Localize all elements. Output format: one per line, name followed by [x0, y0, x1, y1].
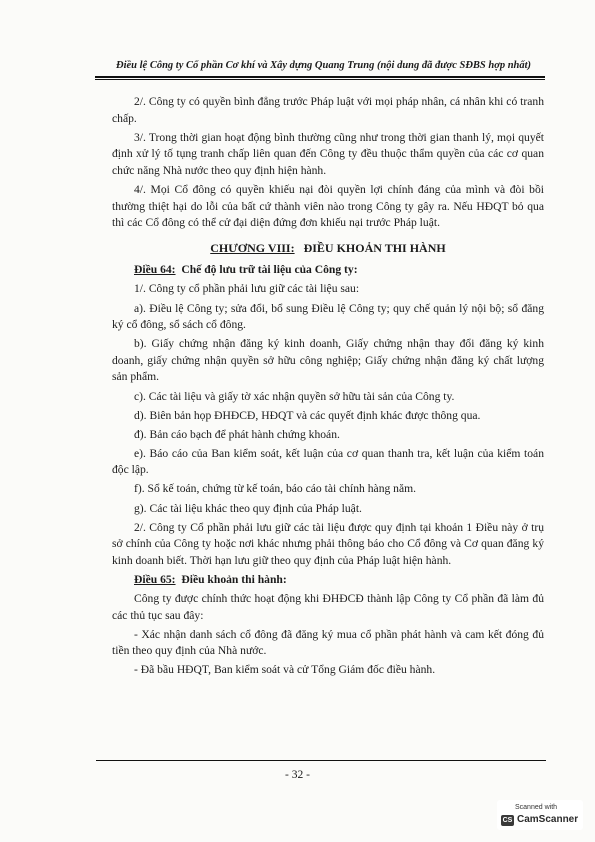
list-item: a). Điều lệ Công ty; sửa đổi, bổ sung Điều lệ Công ty; quy chế quản lý nội bộ; sổ đăng ký cổ đông, sổ sách cổ đông.	[112, 301, 544, 332]
list-item: f). Sổ kế toán, chứng từ kế toán, báo cáo tài chính hàng năm.	[134, 482, 417, 496]
watermark-brand: CamScanner	[517, 814, 579, 825]
article-64-label: Điều 64:	[134, 263, 176, 277]
chapter-title: ĐIỀU KHOẢN THI HÀNH	[303, 240, 446, 255]
list-item: e). Báo cáo của Ban kiểm soát, kết luận của cơ quan thanh tra, kết luận của kiểm toán độc lập.	[112, 446, 544, 477]
chapter-label: CHƯƠNG VIII:	[210, 240, 295, 255]
article-64-heading	[112, 262, 544, 279]
article-65-label: Điều 65:	[134, 572, 176, 586]
article-65-intro: Công ty được chính thức hoạt động khi ĐHĐCĐ thành lập Công ty Cổ phần đã làm đủ các thủ tục sau đây:	[112, 592, 544, 622]
list-item: - Xác nhận danh sách cổ đông đã đăng ký mua cổ phần phát hành và cam kết đóng đủ tiền theo quy định của Nhà nước.	[112, 627, 544, 658]
article-64-clause-2: 2/. Công ty Cổ phần phải lưu giữ các tài liệu được quy định tại khoản 1 Điều này ở trụ sở chính của Công ty hoặc nơi khác nhưng phải thông báo cho Cổ đông và Cơ quan đăng ký kinh doanh biết. Thời hạn lưu giữ theo quy định của Pháp luật hiện hành.	[112, 520, 544, 567]
watermark-caption: Scanned with	[515, 804, 558, 811]
footer-rule	[96, 760, 546, 761]
article-65-title: Điều khoản thi hành:	[181, 572, 287, 586]
paragraph-clause-3: 3/. Trong thời gian hoạt động bình thường cũng như trong thời gian thanh lý, mọi quyết định xử lý tố tụng tranh chấp liên quan đến Công ty đều thuộc thẩm quyền của các cơ quan chức năng Nhà nước theo quy định hiện hành.	[112, 130, 544, 177]
header-rule	[95, 76, 545, 78]
paragraph-clause-2: 2/. Công ty có quyền bình đẳng trước Pháp luật với mọi pháp nhân, cá nhân khi có tranh chấp.	[112, 95, 544, 125]
paragraph-clause-4: 4/. Mọi Cổ đông có quyền khiếu nại đòi quyền lợi chính đáng của mình và đòi bồi thường thiệt hại do lỗi của bất cứ thành viên nào trong Công ty gây ra. Nếu HĐQT bỏ qua thì các Cổ đông có thể cử đại diện đứng đơn khiếu nại trước Pháp luật.	[112, 182, 544, 230]
camscanner-watermark	[497, 800, 583, 830]
header-rule-thin	[95, 79, 545, 80]
list-item: d). Biên bản họp ĐHĐCĐ, HĐQT và các quyết định khác được thông qua.	[134, 408, 481, 422]
camscanner-logo-icon: CS	[502, 817, 513, 824]
page-number: - 32 -	[285, 769, 310, 781]
list-item: b). Giấy chứng nhận đăng ký kinh doanh, Giấy chứng nhận thay đổi đăng ký kinh doanh, giấy chứng nhận quyền sở hữu công nghiệp; Giấy chứng nhận đăng ký chất lượng sản phẩm.	[112, 337, 544, 384]
list-item: đ). Bản cáo bạch để phát hành chứng khoán.	[134, 427, 340, 441]
article-64-intro: 1/. Công ty cổ phần phải lưu giữ các tài liệu sau:	[134, 282, 360, 296]
running-header: Điều lệ Công ty Cổ phần Cơ khí và Xây dựng Quang Trung (nội dung đã được SĐBS hợp nhất)	[116, 60, 532, 71]
list-item: c). Các tài liệu và giấy tờ xác nhận quyền sở hữu tài sản của Công ty.	[134, 389, 455, 403]
article-65-heading	[112, 572, 544, 589]
document-body	[112, 94, 544, 682]
article-64-title: Chế độ lưu trữ tài liệu của Công ty:	[181, 263, 358, 277]
list-item: g). Các tài liệu khác theo quy định của Pháp luật.	[134, 501, 362, 515]
list-item: - Đã bầu HĐQT, Ban kiểm soát và cử Tổng Giám đốc điều hành.	[134, 663, 436, 677]
chapter-heading	[112, 240, 544, 257]
